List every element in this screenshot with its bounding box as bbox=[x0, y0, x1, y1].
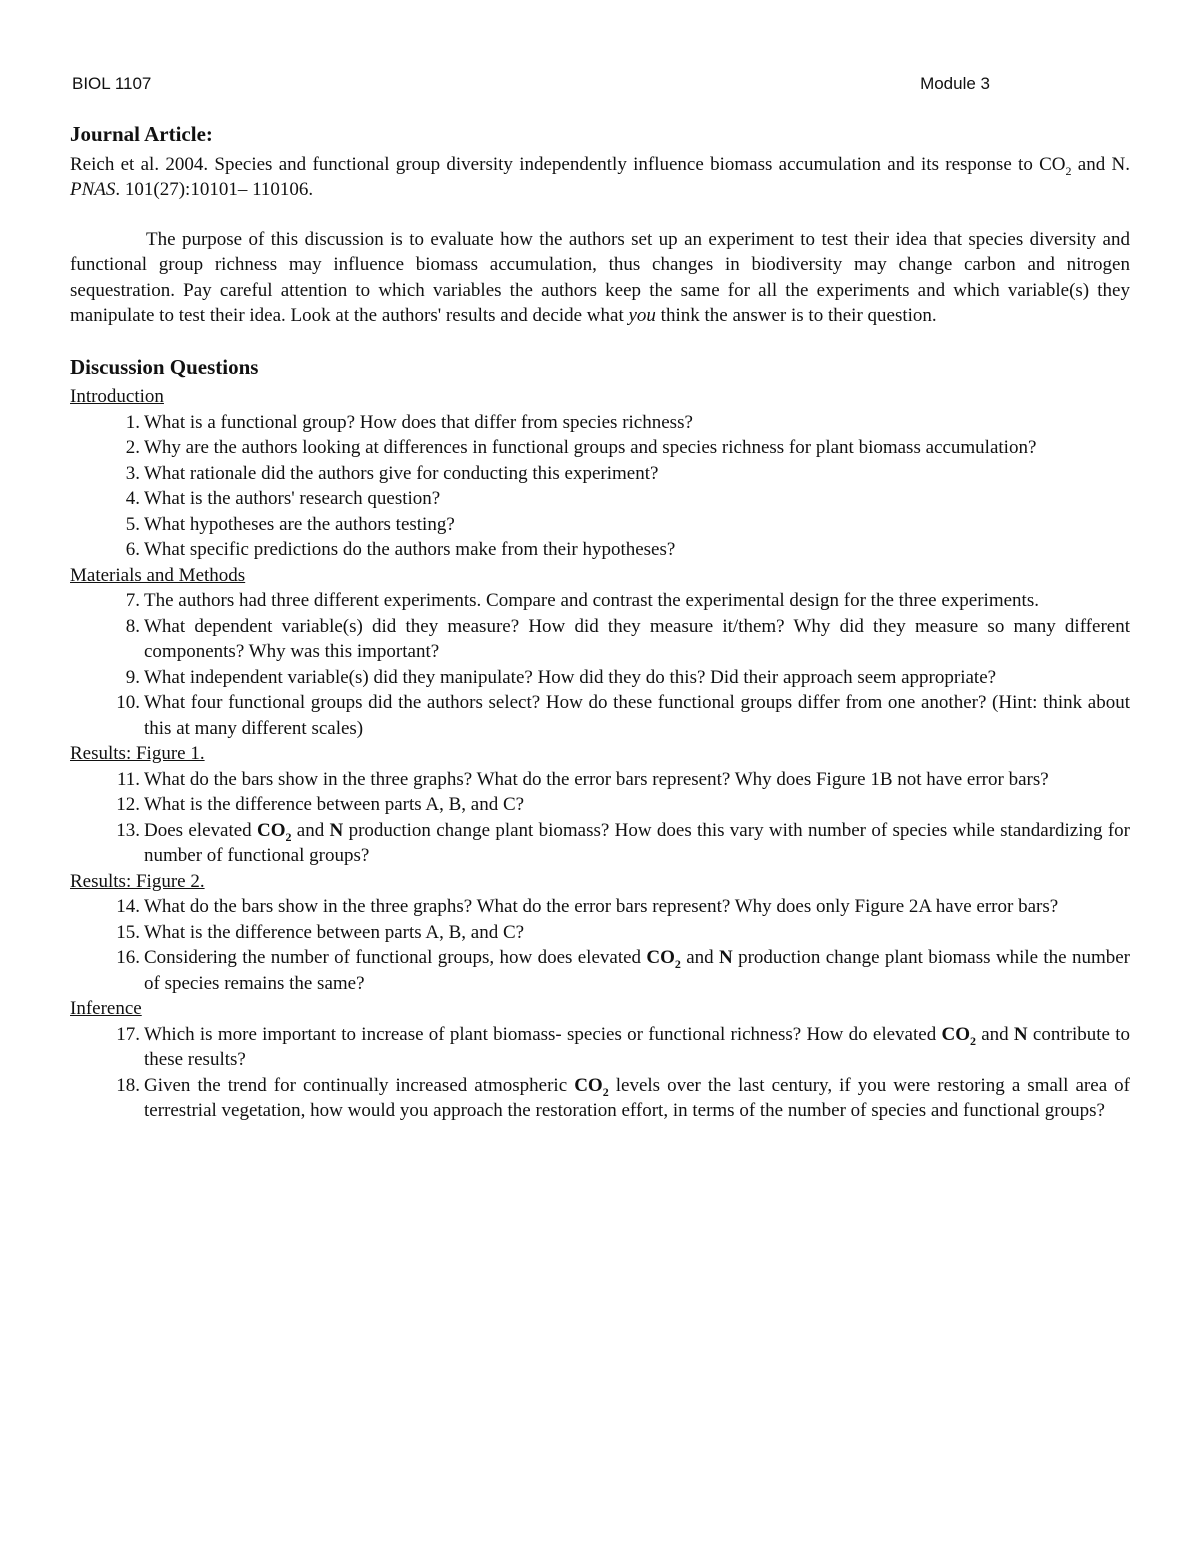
question-5: 5. What hypotheses are the authors testing? bbox=[125, 513, 455, 535]
document-body bbox=[70, 122, 1130, 1124]
purpose-paragraph: The purpose of this discussion is to evaluate how the authors set up an experiment to test their idea that species diversity and functional group richness may influence biomass accumulation, thus changes in biodiversity may change carbon and nitrogen sequestration. Pay careful attention to which variables the authors keep the same for all the experiments and which variable(s) they manipulate to test their idea. Look at the authors' results and decide what you think the answer is to their question. bbox=[70, 228, 1130, 326]
question-3: 3. What rationale did the authors give for conducting this experiment? bbox=[125, 462, 659, 484]
question-13: 13. Does elevated $CO_2$ and N production change plant biomass? How does this vary with number of species while standardizing for number of functional groups? bbox=[116, 819, 1130, 866]
discussion-questions-heading: Discussion Questions bbox=[70, 354, 259, 379]
question-16: 16. Considering the number of functional groups, how does elevated $CO_2$ and N production change plant biomass while the number of species remains the same? bbox=[116, 947, 1130, 994]
question-12: 12. What is the difference between parts A, B, and C? bbox=[116, 794, 525, 815]
question-4: 4. What is the authors' research question? bbox=[125, 488, 441, 509]
section-results-figure-2: Results: Figure 2. bbox=[70, 870, 205, 892]
question-14: 14. What do the bars show in the three graphs? What do the error bars represent? Why does only Figure 2A have error bars? bbox=[116, 896, 1059, 917]
question-7: 7. The authors had three different experiments. Compare and contrast the experimental design for the three experiments. bbox=[125, 590, 1039, 611]
article-citation: Reich et al. 2004. Species and functional group diversity independently influence biomass accumulation and its response to $CO_2$ and N. PNAS. 101(27):10101– 110106. bbox=[70, 153, 1131, 200]
question-10: 10. What four functional groups did the authors select? How do these functional groups differ from one another? (Hint: think about this at many different scales) bbox=[116, 692, 1130, 739]
question-15: 15. What is the difference between parts A, B, and C? bbox=[116, 921, 525, 943]
journal-article-heading: Journal Article: bbox=[70, 122, 213, 146]
question-11: 11. What do the bars show in the three graphs? What do the error bars represent? Why does Figure 1B not have error bars? bbox=[116, 768, 1049, 790]
section-results-figure-1: Results: Figure 1. bbox=[70, 743, 205, 764]
question-18: 18. Given the trend for continually increased atmospheric $CO_2$ levels over the last century, if you were restoring a small area of terrestrial vegetation, how would you approach the restoration effort, in terms of the number of species and functional groups? bbox=[116, 1074, 1130, 1121]
question-6: 6. What specific predictions do the authors make from their hypotheses? bbox=[125, 539, 676, 560]
question-8: 8. What dependent variable(s) did they measure? How did they measure it/them? Why did they measure so many different components? Why was this important? bbox=[125, 615, 1130, 662]
question-1: 1. What is a functional group? How does that differ from species richness? bbox=[125, 411, 693, 433]
course-code: BIOL 1107 bbox=[72, 74, 152, 93]
section-materials-methods: Materials and Methods bbox=[70, 564, 246, 586]
question-2: 2. Why are the authors looking at differences in functional groups and species richness for plant biomass accumulation? bbox=[125, 437, 1037, 458]
question-17: 17. Which is more important to increase of plant biomass- species or functional richness? How do elevated $CO_2$ and N contribute to these results? bbox=[116, 1023, 1130, 1070]
section-inference: Inference bbox=[70, 998, 142, 1019]
question-9: 9. What independent variable(s) did they manipulate? How did they do this? Did their approach seem appropriate? bbox=[125, 666, 997, 688]
page-header bbox=[72, 74, 990, 94]
module-label: Module 3 bbox=[920, 74, 990, 93]
section-introduction: Introduction bbox=[70, 386, 164, 407]
